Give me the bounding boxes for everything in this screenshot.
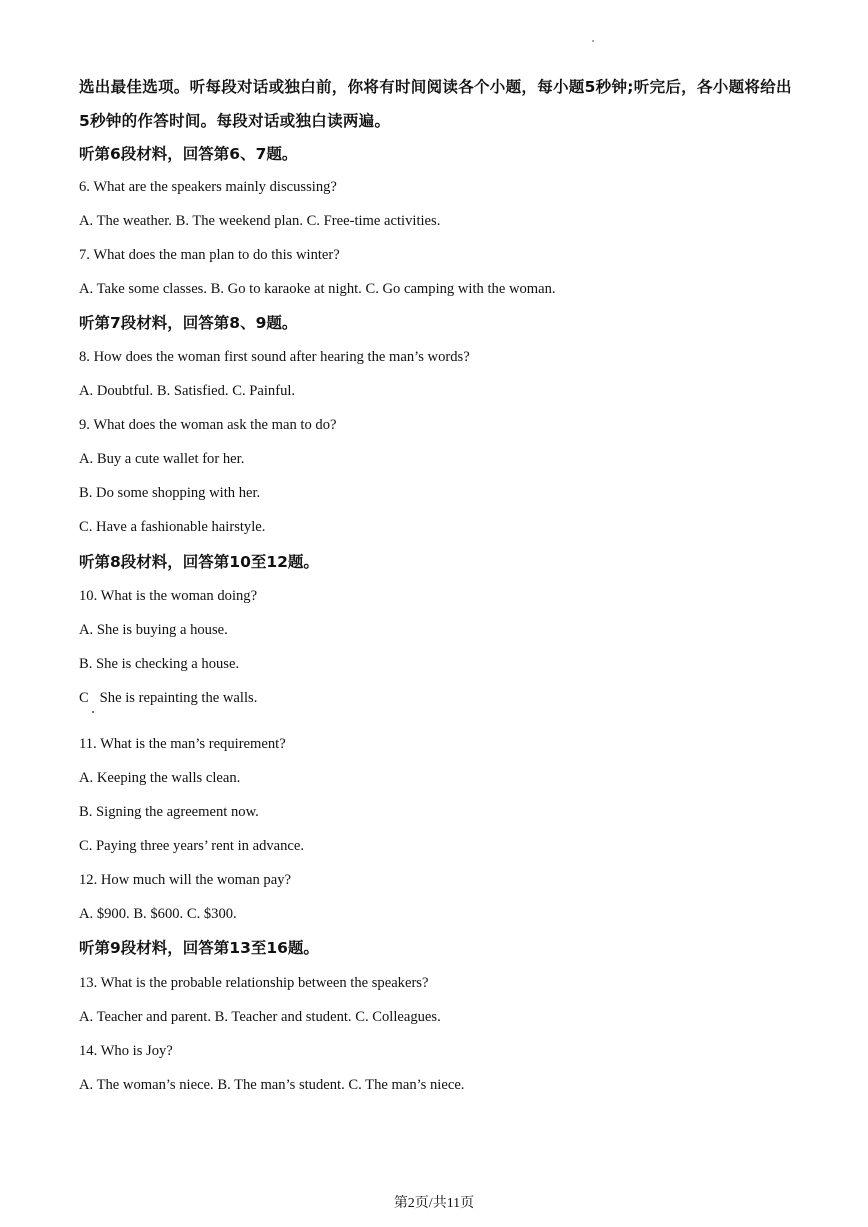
options-6: A. The weather. B. The weekend plan. C. Free-time activities.: [79, 213, 441, 229]
section-instructions: 选出最佳选项。听每段对话或独白前，你将有时间阅读各个小题，每小题5秒钟;听完后，各小题将给出5秒钟的作答时间。每段对话或独白读两遍。: [79, 78, 792, 130]
option-10c: C She is repainting the walls.: [79, 690, 258, 706]
question-13: 13. What is the probable relationship between the speakers?: [79, 975, 429, 991]
section-heading-8: 听第8段材料，回答第10至12题。: [79, 553, 319, 571]
option-11b: B. Signing the agreement now.: [79, 804, 259, 820]
section-heading-7: 听第7段材料，回答第8、9题。: [79, 314, 298, 332]
option-11a: A. Keeping the walls clean.: [79, 770, 241, 786]
options-14: A. The woman’s niece. B. The man’s student. C. The man’s niece.: [79, 1077, 465, 1093]
question-14: 14. Who is Joy?: [79, 1043, 173, 1059]
question-10: 10. What is the woman doing?: [79, 588, 258, 604]
question-8: 8. How does the woman first sound after hearing the man’s words?: [79, 349, 470, 365]
question-7: 7. What does the man plan to do this winter?: [79, 247, 340, 263]
question-12: 12. How much will the woman pay?: [79, 872, 291, 888]
scan-speck: [592, 40, 594, 42]
option-9a: A. Buy a cute wallet for her.: [79, 451, 245, 467]
question-9: 9. What does the woman ask the man to do?: [79, 417, 337, 433]
options-12: A. $900. B. $600. C. $300.: [79, 906, 237, 922]
section-heading-6: 听第6段材料，回答第6、7题。: [79, 145, 298, 163]
question-11: 11. What is the man’s requirement?: [79, 736, 286, 752]
option-9b: B. Do some shopping with her.: [79, 485, 261, 501]
options-7: A. Take some classes. B. Go to karaoke at night. C. Go camping with the woman.: [79, 281, 556, 297]
option-10a: A. She is buying a house.: [79, 622, 228, 638]
options-13: A. Teacher and parent. B. Teacher and student. C. Colleagues.: [79, 1009, 441, 1025]
option-9c: C. Have a fashionable hairstyle.: [79, 519, 266, 535]
options-8: A. Doubtful. B. Satisfied. C. Painful.: [79, 383, 296, 399]
scan-speck: [92, 711, 94, 713]
page-number: 第2页/共11页: [393, 1196, 475, 1211]
question-6: 6. What are the speakers mainly discussing?: [79, 179, 337, 195]
option-10b: B. She is checking a house.: [79, 656, 240, 672]
section-heading-9: 听第9段材料，回答第13至16题。: [79, 939, 319, 957]
option-11c: C. Paying three years’ rent in advance.: [79, 838, 305, 854]
